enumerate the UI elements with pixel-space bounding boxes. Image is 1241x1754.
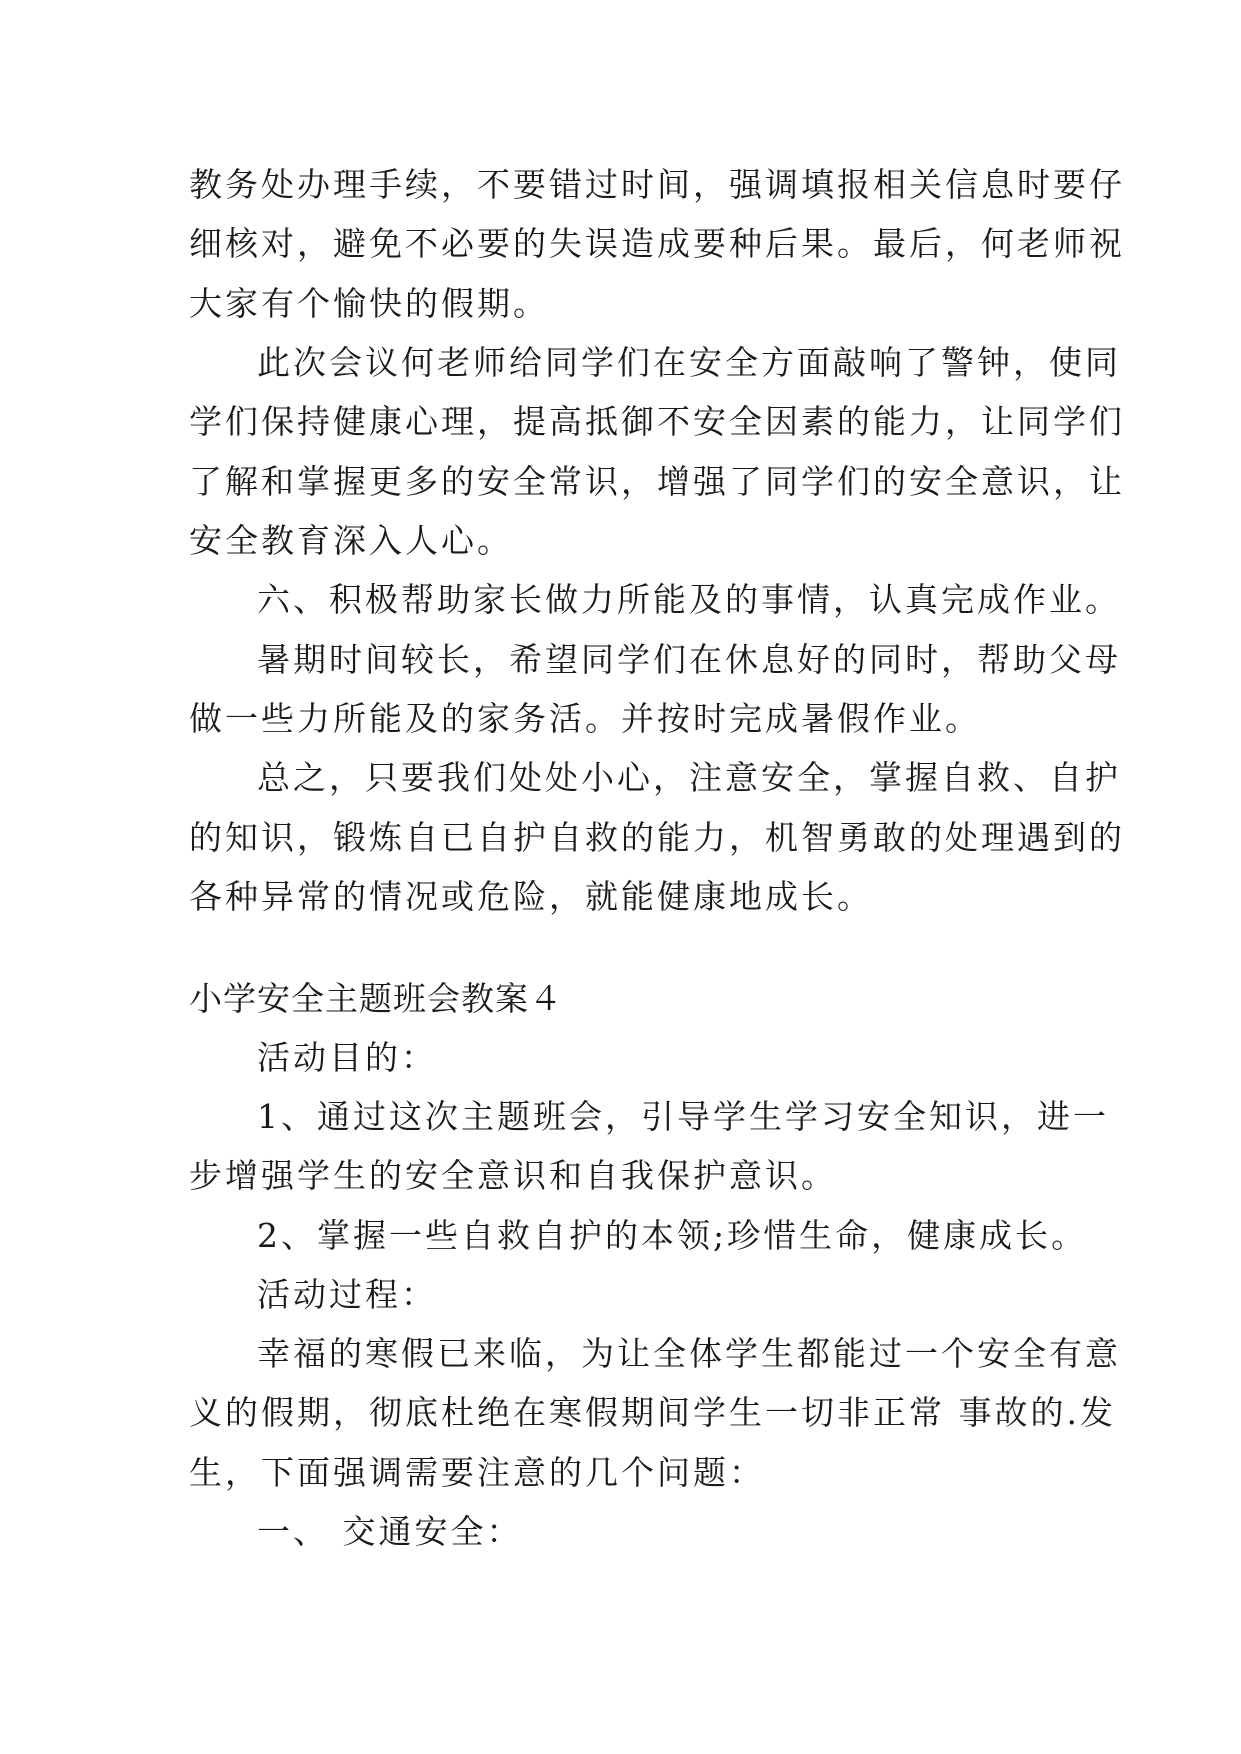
paragraph-line: 总之，只要我们处处小心，注意安全，掌握自救、自护 bbox=[257, 758, 1121, 797]
paragraph-line: 2、掌握一些自救自护的本领;珍惜生命，健康成长。 bbox=[257, 1216, 1088, 1255]
paragraph-line: 了解和掌握更多的安全常识，增强了同学们的安全意识，让 bbox=[189, 462, 1125, 501]
paragraph-line: 步增强学生的安全意识和自我保护意识。 bbox=[189, 1156, 837, 1195]
paragraph-line: 学们保持健康心理，提高抵御不安全因素的能力，让同学们 bbox=[189, 402, 1125, 441]
paragraph-line: 活动目的： bbox=[257, 1038, 437, 1077]
paragraph-line: 生，下面强调需要注意的几个问题： bbox=[189, 1453, 765, 1492]
paragraph-line: 1、通过这次主题班会，引导学生学习安全知识，进一 bbox=[257, 1097, 1109, 1136]
paragraph-line: 义的假期，彻底杜绝在寒假期间学生一切非正常 事故的.发 bbox=[189, 1393, 1116, 1432]
paragraph-line: 六、积极帮助家长做力所能及的事情，认真完成作业。 bbox=[257, 580, 1121, 619]
paragraph-line: 一、 交通安全： bbox=[257, 1512, 523, 1551]
paragraph-line: 大家有个愉快的假期。 bbox=[189, 284, 549, 323]
section-title: 小学安全主题班会教案４ bbox=[189, 979, 563, 1018]
paragraph-line: 的知识，锻炼自已自护自救的能力，机智勇敢的处理遇到的 bbox=[189, 818, 1125, 857]
paragraph-line: 教务处办理手续，不要错过时间，强调填报相关信息时要仔 bbox=[189, 165, 1125, 204]
paragraph-line: 暑期时间较长，希望同学们在休息好的同时，帮助父母 bbox=[257, 640, 1121, 679]
paragraph-line: 此次会议何老师给同学们在安全方面敲响了警钟，使同 bbox=[257, 343, 1121, 382]
paragraph-line: 细核对，避免不必要的失误造成要种后果。最后，何老师祝 bbox=[189, 224, 1125, 263]
paragraph-line: 做一些力所能及的家务活。并按时完成暑假作业。 bbox=[189, 699, 981, 738]
paragraph-line: 各种异常的情况或危险，就能健康地成长。 bbox=[189, 877, 873, 916]
paragraph-line: 安全教育深入人心。 bbox=[189, 521, 513, 560]
paragraph-line: 幸福的寒假已来临，为让全体学生都能过一个安全有意 bbox=[257, 1334, 1121, 1373]
paragraph-line: 活动过程： bbox=[257, 1275, 437, 1314]
